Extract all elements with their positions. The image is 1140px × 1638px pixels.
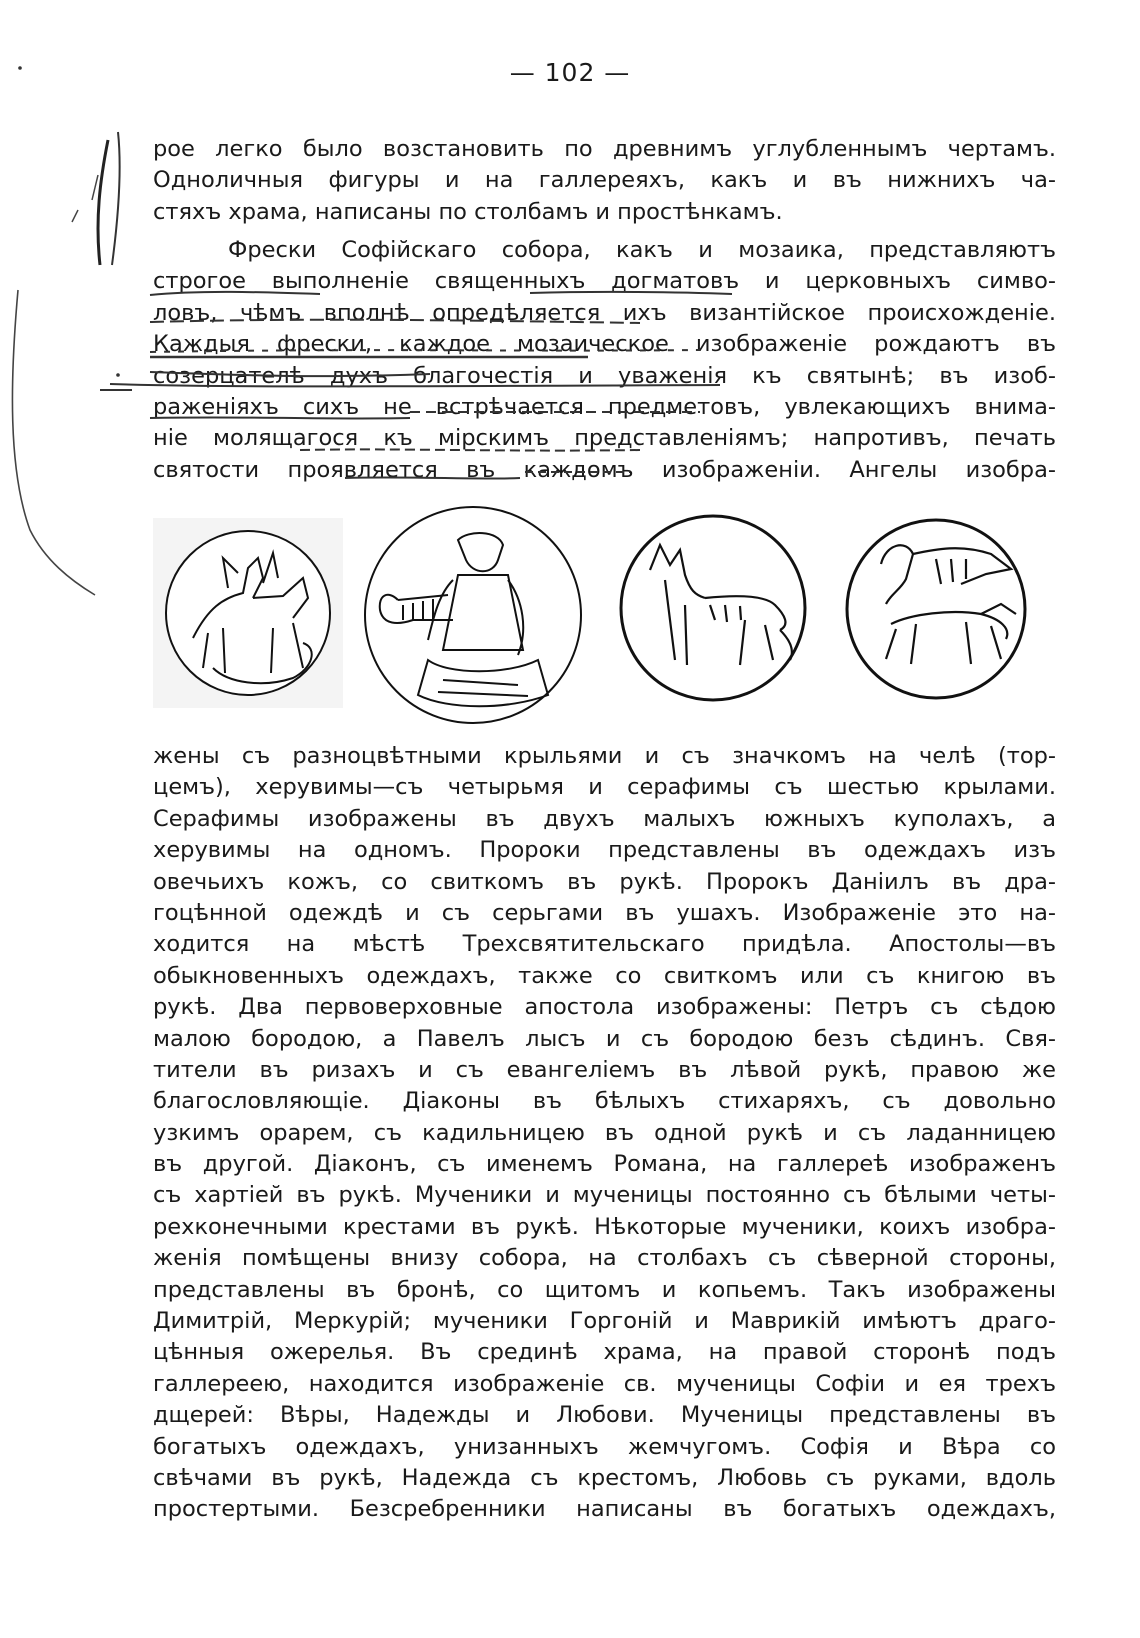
text-line: гоцѣнной одеждѣ и съ серьгами въ ушахъ. Изображеніе это на- [153, 899, 1056, 926]
text-line: представлены въ бронѣ, со щитомъ и копьемъ. Такъ изображены [153, 1276, 1056, 1303]
musician-medallion [358, 500, 588, 730]
griffins-medallion [153, 518, 343, 708]
page-number: — 102 — [509, 58, 631, 87]
text-line: созерцателѣ духъ благочестія и уваженія къ святынѣ; въ изоб- [153, 362, 1056, 389]
text-line: галлереею, находится изображеніе св. мученицы Софіи и ея трехъ [153, 1370, 1056, 1397]
text-line: свѣчами въ рукѣ, Надежда съ крестомъ, Любовь съ руками, вдоль [153, 1464, 1056, 1491]
text-line: женія помѣщены внизу собора, на столбахъ съ сѣверной стороны, [153, 1245, 1056, 1272]
wolf-medallion [615, 510, 811, 706]
text-line: Фрески Софійскаго собора, какъ и мозаика, представляютъ [228, 237, 1056, 263]
paragraph-saints [153, 741, 1056, 1589]
text-line: ловъ, чѣмъ вполнѣ опредѣляется ихъ византійское происхожденіе. [153, 299, 1056, 326]
text-line: рукѣ. Два первоверховные апостола изображены: Петръ съ сѣдою [153, 994, 1056, 1021]
text-line: съ хартіей въ рукѣ. Мученики и мученицы постоянно съ бѣлыми четы- [153, 1182, 1056, 1209]
text-line: раженіяхъ сихъ не встрѣчается предметовъ, увлекающихъ внима- [153, 393, 1056, 420]
text-line: рехконечными крестами въ рукѣ. Нѣкоторые мученики, коихъ изобра- [153, 1213, 1056, 1240]
eagle-lamb-medallion [841, 514, 1031, 704]
text-line: тители въ ризахъ и съ евангеліемъ въ лѣвой рукѣ, правою же [153, 1056, 1056, 1083]
text-line: Каждыя фрески, каждое мозаическое изображеніе рождаютъ въ [153, 331, 1056, 358]
text-line: херувимы на одномъ. Пророки представлены въ одеждахъ изъ [153, 837, 1056, 864]
text-line: малою бородою, а Павелъ лысъ и съ бородою безъ сѣдинъ. Свя- [153, 1025, 1056, 1052]
text-line: простертыми. Безсребренники написаны въ богатыхъ одеждахъ, [153, 1496, 1056, 1523]
text-line: строгое выполненіе священныхъ догматовъ и церковныхъ симво- [153, 268, 1056, 295]
text-line: цемъ), херувимы—съ четырьмя и серафимы съ шестью крылами. [153, 774, 1056, 801]
text-line: въ другой. Діаконъ, съ именемъ Романа, на галлереѣ изображенъ [153, 1151, 1056, 1178]
text-line [153, 1557, 1056, 1588]
text-line: овечьихъ кожъ, со свиткомъ въ рукѣ. Пророкъ Даніилъ въ дра- [153, 868, 1056, 895]
text-line: обыкновенныхъ одеждахъ, также со свиткомъ или съ книгою въ [153, 962, 1056, 989]
text-line: цѣнныя ожерелья. Въ срединѣ храма, на правой сторонѣ подъ [153, 1339, 1056, 1366]
paragraph-continuation [153, 134, 1056, 228]
text-line: богатыхъ одеждахъ, унизанныхъ жемчугомъ. Софія и Вѣра со [153, 1433, 1056, 1460]
text-line: Одноличныя фигуры и на галлереяхъ, какъ и въ нижнихъ ча- [153, 167, 1056, 194]
text-line: узкимъ орарем, съ кадильницею въ одной рукѣ и съ ладанницею [153, 1119, 1056, 1146]
text-line: Серафимы изображены въ двухъ малыхъ южныхъ куполахъ, а [153, 805, 1056, 832]
text-line: жены съ разноцвѣтными крыльями и съ значкомъ на челѣ (тор- [153, 743, 1056, 769]
text-line: Димитрій, Меркурій; мученики Горгоній и Маврикій имѣютъ драго- [153, 1308, 1056, 1335]
text-line: дщерей: Вѣры, Надежды и Любови. Мученицы представлены въ [153, 1402, 1056, 1429]
paragraph-frescoes [153, 235, 1056, 486]
text-line: святости проявляется въ каждомъ изображеніи. Ангелы изобра- [153, 456, 1056, 483]
text-line: ніе молящагося къ мірскимъ представленіямъ; напротивъ, печать [153, 425, 1056, 452]
text-line [153, 1526, 1056, 1557]
text-line: стяхъ храма, написаны по столбамъ и простѣнкамъ. [153, 198, 783, 225]
margin-pencil-marks [0, 0, 150, 620]
text-line: ходится на мѣстѣ Трехсвятительскаго придѣла. Апостолы—въ [153, 931, 1056, 958]
text-line: благословляющіе. Діаконы въ бѣлыхъ стихаряхъ, съ довольно [153, 1088, 1056, 1115]
text-line: рое легко было возстановить по древнимъ углубленнымъ чертамъ. [153, 136, 1056, 162]
illustrations-row [153, 518, 1056, 724]
